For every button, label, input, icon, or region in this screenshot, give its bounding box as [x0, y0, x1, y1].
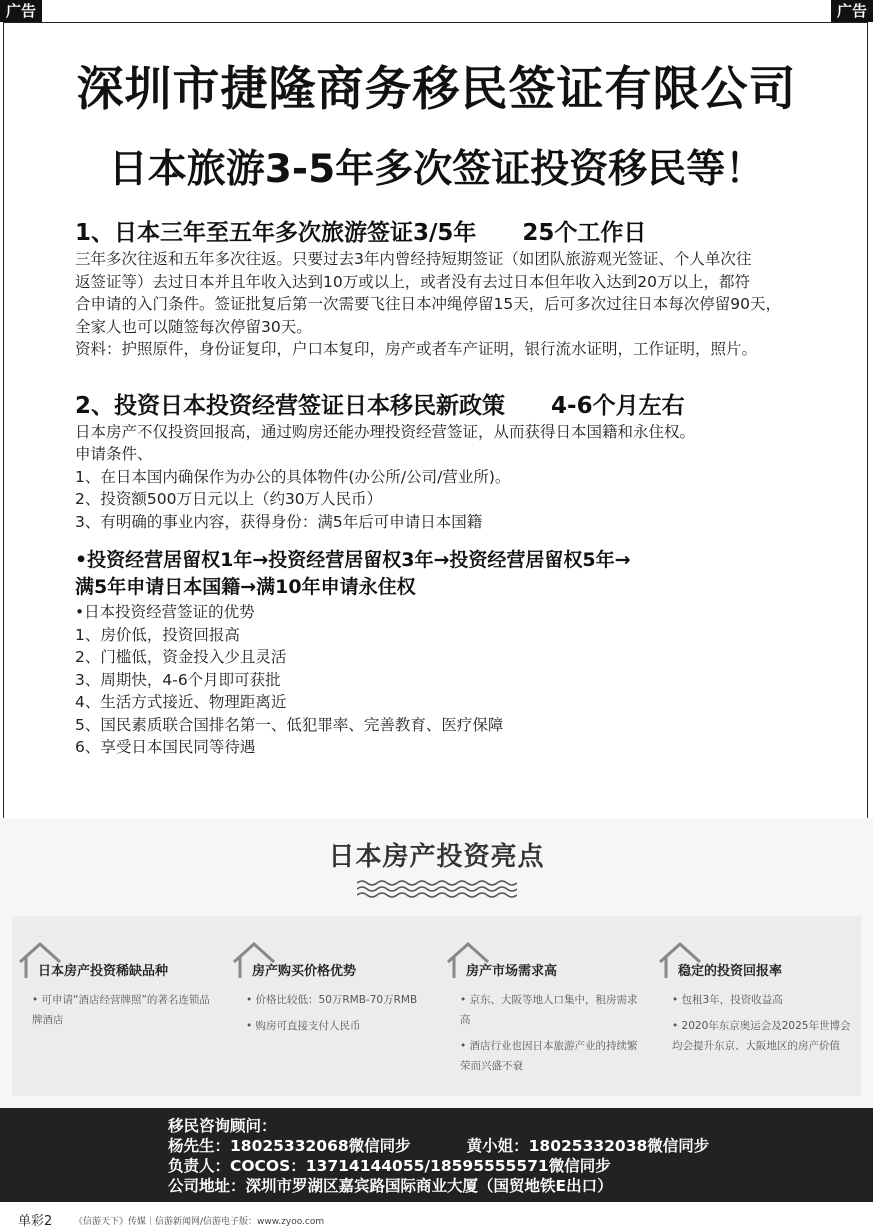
page-number: 单彩2 [18, 1214, 53, 1229]
highlight-card-body [460, 990, 640, 1082]
highlight-point: • 2020年东京奥运会及2025年世博会均会提升东京、大阪地区的房产价值 [672, 1020, 851, 1052]
advisor-yang: 杨先生：18025332068微信同步 [168, 1137, 411, 1155]
section2-line: 日本房产不仅投资回报高，通过购房还能办理投资经营签证，从而获得日本国籍和永住权。 [75, 422, 696, 441]
highlight-card [652, 916, 864, 1096]
advantage-item: 2、门槛低，资金投入少且灵活 [75, 648, 287, 666]
ad-label-right: 广告 [831, 0, 873, 22]
section2-line: 2、投资额500万日元以上（约30万人民币） [75, 490, 383, 508]
company-address: 公司地址：深圳市罗湖区嘉宾路国际商业大厦（国贸地铁E出口） [168, 1177, 613, 1195]
highlight-card-body [32, 990, 212, 1036]
highlight-card [12, 916, 224, 1096]
section2-title [75, 391, 865, 421]
section1-duration: 25个工作日 [522, 220, 647, 246]
section1-line: 合申请的入门条件。签证批复后第一次需要飞往日本冲绳停留15天，后可多次过往日本每次停留90天， [75, 295, 781, 313]
highlight-card [440, 916, 652, 1096]
highlight-card [226, 916, 438, 1096]
highlight-card-title: 房产购买价格优势 [252, 964, 357, 979]
section2-duration: 4-6个月左右 [551, 392, 685, 419]
company-name: 深圳市捷隆商务移民签证有限公司 [76, 62, 797, 117]
wave-divider-icon [357, 878, 517, 900]
advantage-item: 4、生活方式接近、物理距离近 [75, 693, 287, 711]
advantages-list [75, 601, 865, 759]
highlight-point: • 价格比较低：50万RMB-70万RMB [246, 994, 418, 1006]
advisor-row [168, 1136, 709, 1156]
section1-title [75, 218, 865, 248]
highlight-card-body [246, 990, 426, 1042]
pathway-line2: 满5年申请日本国籍→满10年申请永住权 [75, 576, 416, 598]
highlights-title: 日本房产投资亮点 [328, 842, 545, 872]
advantage-item: 1、房价低，投资回报高 [75, 625, 240, 644]
advisor-huang: 黄小姐：18025332038微信同步 [466, 1137, 710, 1155]
section1-line: 返签证等）去过日本并且年收入达到10万或以上，或者没有去过日本但年收入达到20万以上，都符 [75, 272, 750, 291]
contact-section [0, 1108, 873, 1202]
advantage-item: 6、享受日本国民同等待遇 [75, 738, 256, 756]
ad-label-left: 广告 [0, 0, 42, 22]
section2-line: 3、有明确的事业内容，获得身份：满5年后可申请日本国籍 [75, 512, 483, 531]
advantages-heading: •日本投资经营签证的优势 [75, 603, 255, 621]
highlight-card-body [672, 990, 852, 1062]
section1-materials: 资料：护照原件，身份证复印，户口本复印，房产或者车产证明，银行流水证明，工作证明，照片。 [75, 340, 758, 358]
highlight-point: • 购房可直接支付人民币 [246, 1020, 361, 1032]
section1-body [75, 248, 865, 361]
contact-info [168, 1116, 709, 1196]
highlight-card-title: 房产市场需求高 [466, 964, 558, 979]
highlights-panel [12, 916, 861, 1096]
advantage-item: 5、国民素质联合国排名第一、低犯罪率、完善教育、医疗保障 [75, 715, 504, 734]
section1-line: 三年多次往返和五年多次往返。只要过去3年内曾经持短期签证（如团队旅游观光签证、个人单次往 [75, 250, 752, 268]
highlight-point: • 可申请“酒店经营牌照”的著名连锁品牌酒店 [32, 994, 210, 1026]
highlight-card-title: 稳定的投资回报率 [678, 964, 783, 979]
footer-note: 《信游天下》传媒｜信游新闻网/信游电子版：www.zyoo.com [74, 1217, 325, 1227]
highlights-section [0, 818, 873, 1108]
pathway-line1: •投资经营居留权1年→投资经营居留权3年→投资经营居留权5年→ [75, 549, 631, 571]
section2-line: 1、在日本国内确保作为办公的具体物件(办公所/公司/营业所)。 [75, 467, 511, 486]
footer [0, 1204, 873, 1230]
section1-title-text: 1、日本三年至五年多次旅游签证3/5年 [75, 220, 477, 246]
manager-contact: 负责人：COCOS：13714144055/18595555571微信同步 [168, 1157, 611, 1175]
highlight-point: • 包租3年，投资收益高 [672, 994, 783, 1006]
section1-line: 全家人也可以随签每次停留30天。 [75, 317, 312, 336]
section2-line: 申请条件、 [75, 445, 153, 463]
section2-body [75, 421, 865, 534]
headline: 日本旅游3-5年多次签证投资移民等！ [108, 147, 765, 192]
highlight-point: • 京东、大阪等地人口集中，租房需求高 [460, 994, 638, 1026]
highlight-card-title: 日本房产投资稀缺品种 [38, 964, 169, 979]
advantage-item: 3、周期快，4-6个月即可获批 [75, 670, 281, 689]
section2-title-text: 2、投资日本投资经营签证日本移民新政策 [75, 392, 506, 419]
main-content [75, 218, 865, 759]
advisor-label: 移民咨询顾问： [168, 1117, 277, 1135]
highlight-point: • 酒店行业也因日本旅游产业的持续繁荣而兴盛不衰 [460, 1040, 638, 1072]
